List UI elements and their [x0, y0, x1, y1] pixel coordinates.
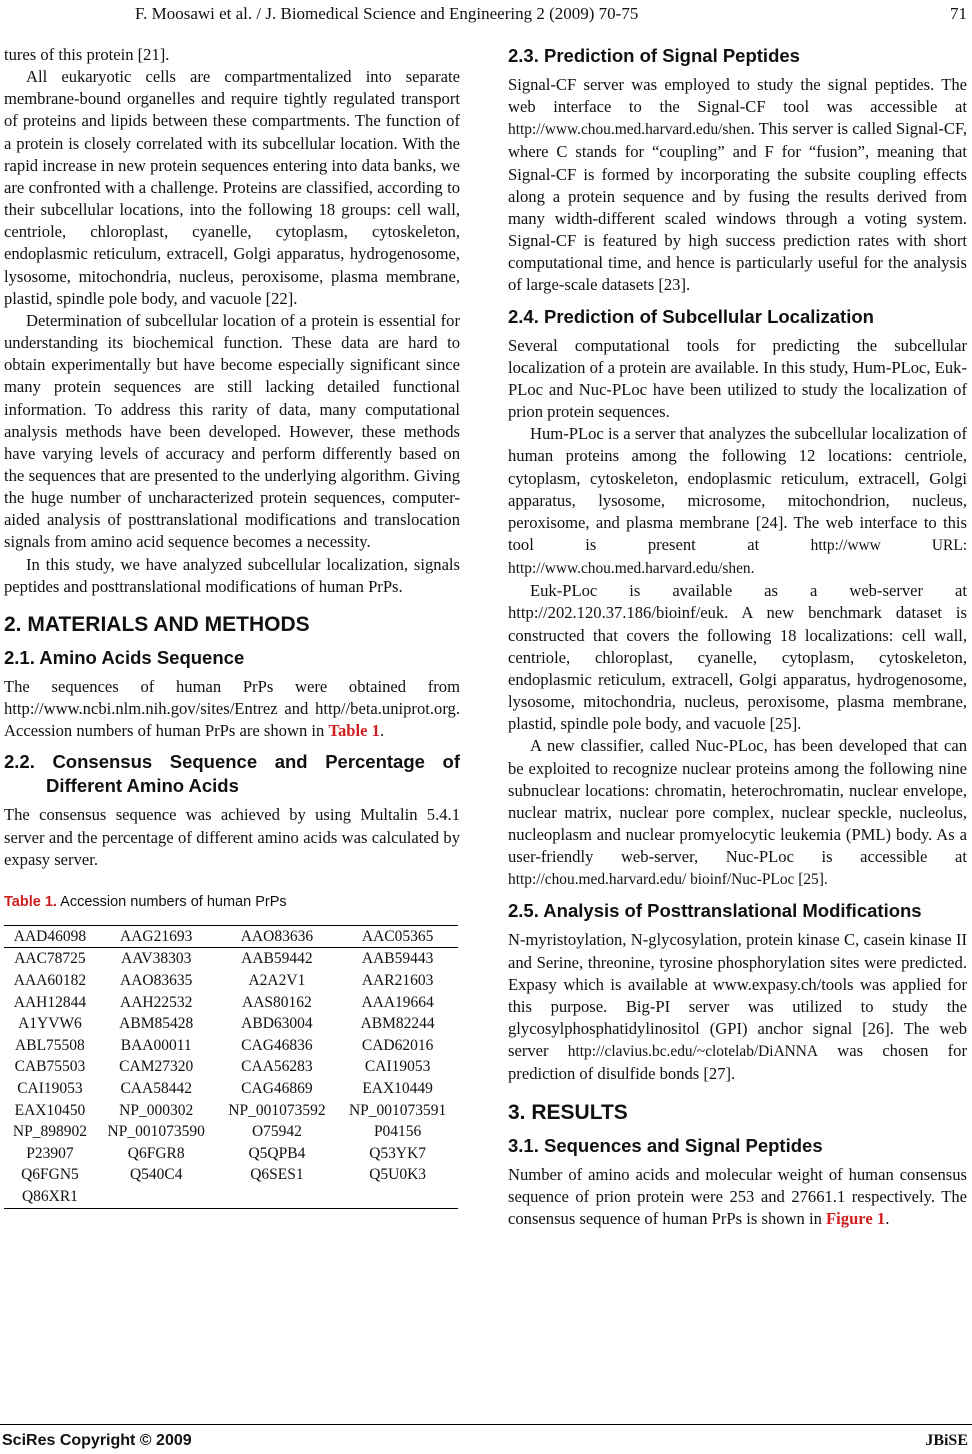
table-cell: EAX10450	[14, 1101, 86, 1119]
table-cell: CAB75503	[14, 1058, 86, 1076]
table-row	[4, 1186, 458, 1208]
table-cell: AAO83635	[120, 972, 193, 990]
table-cell: AAO83636	[240, 927, 314, 945]
paragraph-text: N-myristoylation, N-glycosylation, protein kinase C, casein kinase II and Serine, threonine, tyrosine phosphorylation sites were predicted. Expasy which is available at www.expasy.ch/tools was applied for this purpose. Big-PI server was utilized to study the glycosylphosphatidylinositol (GPI) anchor signal [26]. The web server	[508, 930, 967, 1061]
table-cell: Q6SES1	[250, 1166, 304, 1184]
paragraph: In this study, we have analyzed subcellular localization, signals peptides and posttranslational modifications of human PrPs.	[4, 554, 460, 596]
table-row	[4, 1164, 458, 1186]
table-cell: AAA60182	[13, 972, 87, 990]
table-cell	[96, 1186, 217, 1208]
paragraph: The consensus sequence was achieved by using Multalin 5.4.1 server and the percentage of different amino acids was calculated by expasy server.	[4, 805, 460, 869]
paragraph-text: The sequences of human PrPs were obtained from http://www.ncbi.nlm.nih.gov/sites/Entrez and http//beta.uniprot.org. Accession numbers of human PrPs are shown in	[4, 676, 460, 741]
paragraph: Euk-PLoc is available as a web-server at http://202.120.37.186/bioinf/euk. A new benchmark dataset is constructed that covers the following 18 localizations: cell wall, centriole, chloroplast, cyanelle, cytoplasm, cytoskeleton, endoplasmic reticulum, extracell, Golgi apparatus, hydrogenosome, lysosome, mitochondria, nucleus, peroxisome, plasma membrane, plastid, spindle pole body, and vacuole [25].	[508, 581, 967, 734]
table-1-caption-text: Accession numbers of human PrPs	[56, 893, 287, 910]
table-cell: CAA58442	[120, 1080, 192, 1097]
table-cell: P23907	[26, 1144, 74, 1162]
paragraph	[4, 676, 460, 742]
table-cell: AAH12844	[13, 993, 87, 1011]
running-header	[0, 4, 972, 30]
table-row	[4, 1056, 458, 1078]
table-cell: AAH22532	[120, 993, 193, 1011]
table-cell: AAC78725	[14, 950, 86, 968]
paragraph	[508, 423, 967, 580]
table-cell: AAS80162	[242, 993, 312, 1011]
paragraph-text: was chosen for prediction of disulfide bonds [27].	[508, 1041, 967, 1084]
table-cell: AAA19664	[361, 993, 434, 1011]
table-header-row	[4, 925, 458, 948]
table-cell: AAB59443	[361, 950, 434, 968]
url-link[interactable]: http://chou.med.harvard.edu/ bioinf/Nuc-PLoc [25].	[508, 871, 828, 889]
table-cell: CAA56283	[241, 1058, 313, 1076]
table-body	[4, 948, 458, 1208]
table-cell: AAD46098	[13, 927, 87, 945]
subsection-heading-2-3: 2.3. Prediction of Signal Peptides	[508, 45, 800, 66]
paragraph	[508, 929, 967, 1085]
table-cell: NP_001073591	[348, 1101, 447, 1119]
table-cell: CAI19053	[364, 1058, 431, 1076]
page-footer	[0, 1424, 972, 1453]
paragraph	[508, 1164, 967, 1230]
left-column	[4, 44, 460, 1209]
table-cell: AAG21693	[120, 927, 193, 945]
paragraph-text: . This server is called Signal-CF, where C stands for “coupling” and F for “fusion”, meaning that Signal-CF is formed by incorporating the subsite coupling effects along a protein sequence and by fusing the results derived from many width-different scaled windows through a voting system. Signal-CF is featured by high success prediction rates with short computational time, and hence is particularly useful for the analysis of large-scale datasets [23].	[508, 119, 967, 295]
table-cell: Q5U0K3	[369, 1166, 427, 1184]
table-cell: ABL75508	[15, 1036, 85, 1054]
table-cell: CAG46836	[241, 1036, 313, 1054]
table-cell: Q6FGN5	[21, 1166, 79, 1184]
table-cell: Q5QPB4	[248, 1144, 306, 1162]
url-link[interactable]: http://www URL: http://www.chou.med.harvard.edu/shen.	[508, 536, 967, 578]
table-cell: ABM82244	[360, 1015, 435, 1033]
table-cell: CAG46869	[241, 1080, 313, 1097]
table-cell: CAM27320	[119, 1058, 194, 1076]
table-cell: Q540C4	[129, 1166, 183, 1184]
paragraph: Several computational tools for predicting the subcellular localization of a protein are available. In this study, Hum-PLoc, Euk-PLoc and Nuc-PLoc have been utilized to study the localization of prion protein sequences.	[508, 335, 967, 422]
table-cell: A2A2V1	[248, 972, 306, 990]
table-row	[4, 970, 458, 992]
subsection-heading-2-2: 2.2. Consensus Sequence and Percentage of Different Amino Acids	[4, 751, 460, 797]
table-cell: ABM85428	[119, 1015, 194, 1033]
table-cell: AAR21603	[361, 972, 434, 990]
table-cell: ABD63004	[241, 1015, 313, 1033]
subsection-heading-2-4: 2.4. Prediction of Subcellular Localization	[508, 305, 874, 327]
paragraph-text: .	[379, 721, 385, 741]
right-column	[508, 44, 967, 1230]
paragraph-text: Hum-PLoc is a server that analyzes the subcellular localization of human proteins among the following 12 locations: centriole, cytoplasm, cytoskeleton, endoplasmic reticulum, extracell, Golgi apparatus, lysosome, microsome, mitochondrion, nucleus, peroxisome, and plasma membrane [24]. The web interface to this tool is present at	[508, 424, 967, 554]
table-row	[4, 1100, 458, 1122]
section-heading-results: 3. RESULTS	[508, 1100, 628, 1124]
section-heading-methods: 2. MATERIALS AND METHODS	[4, 612, 310, 636]
paragraph-text: A new classifier, called Nuc-PLoc, has been developed that can be exploited to recognize nuclear proteins among the following nine subnuclear locations: chromatin, heterochromatin, nuclear envelope, nuclear matrix, nuclear pore complex, nuclear speckle, nucleolus, nucleoplasm and nuclear promyelocytic leukemia (PML) body. As a user-friendly web-server, Nuc-PLoc is accessible at	[508, 736, 967, 867]
paragraph: Determination of subcellular location of a protein is essential for understanding its biochemical function. These data are hard to obtain experimentally but have become especially significant since many protein sequences are still lacking detailed functional information. To address this rarity of data, many computational analysis methods have been developed. However, these methods have varying levels of accuracy and perform differently based on the sequences that are presented to the underlying algorithm. Giving the huge number of uncharacterized protein sequences, computer-aided analysis of posttranslational modifications and translocation signals from amino acid sequence becomes a necessity.	[4, 310, 460, 552]
table-cell: AAC05365	[361, 927, 434, 945]
paragraph	[508, 735, 967, 891]
paragraph: All eukaryotic cells are compartmentalized into separate membrane-bound organelles and require tightly regulated transport of proteins and lipids between these compartments. The function of a protein is closely correlated with its subcellular location. With the rapid increase in new protein sequences entering into data banks, we are confronted with a challenge. Proteins are classified, according to their subcellular locations, into the following 18 groups: cell wall, centriole, chloroplast, cyanelle, cytoplasm, cytoskeleton, endoplasmic reticulum, extracell, Golgi apparatus, hydrogenosome, lysosome, mitochondria, nucleus, peroxisome, plasma membrane, plastid, spindle pole body, and vacuole [22].	[4, 67, 460, 308]
table-cell: BAA00011	[120, 1036, 192, 1054]
paragraph-text: .	[885, 1208, 890, 1228]
subsection-heading-2-1: 2.1. Amino Acids Sequence	[4, 646, 245, 668]
table-row	[4, 1143, 458, 1165]
figure-1-reference[interactable]: Figure 1	[826, 1208, 886, 1228]
url-link[interactable]: http://clavius.bc.edu/~clotelab/DiANNA	[567, 1043, 819, 1061]
table-cell: Q86XR1	[21, 1187, 78, 1205]
table-cell: O75942	[251, 1123, 302, 1141]
table-cell: EAX10449	[362, 1080, 433, 1097]
table-cell: CAI19053	[17, 1080, 83, 1097]
paragraph: tures of this protein [21].	[4, 45, 170, 64]
page-number: 71	[950, 4, 967, 23]
table-row	[4, 1035, 458, 1057]
table-cell: Q53YK7	[369, 1144, 427, 1162]
url-link[interactable]: http://www.chou.med.harvard.edu/shen	[508, 121, 751, 139]
footer-journal: JBiSE	[925, 1432, 968, 1449]
table-1-accession-numbers	[4, 925, 458, 1209]
paragraph-text: Signal-CF server was employed to study the signal peptides. The web interface to the Signal-CF tool was accessible at	[508, 75, 967, 117]
table-row	[4, 1013, 458, 1035]
table-cell: NP_001073590	[107, 1123, 205, 1141]
paragraph-text: Number of amino acids and molecular weight of human consensus sequence of prion protein were 253 and 27661.1 respectively. The consensus sequence of human PrPs is shown in	[508, 1164, 967, 1228]
paragraph	[508, 74, 967, 297]
table-cell: AAB59442	[241, 950, 313, 968]
running-title: F. Moosawi et al. / J. Biomedical Science and Engineering 2 (2009) 70-75	[135, 4, 639, 23]
table-cell: NP_001073592	[228, 1101, 326, 1119]
table-cell: NP_898902	[12, 1123, 87, 1141]
table-row	[4, 948, 458, 970]
table-row	[4, 1121, 458, 1143]
footer-copyright: SciRes Copyright © 2009	[2, 1432, 192, 1449]
table-cell: Q6FGR8	[127, 1144, 185, 1162]
table-cell: NP_000302	[119, 1101, 194, 1119]
table-cell: A1YVW6	[18, 1015, 82, 1033]
table-cell: CAD62016	[361, 1036, 434, 1054]
table-cell	[337, 1186, 458, 1208]
table-row	[4, 992, 458, 1014]
table-cell: P04156	[373, 1123, 422, 1141]
table-cell: AAV38303	[121, 950, 192, 968]
subsection-heading-2-5: 2.5. Analysis of Posttranslational Modifications	[508, 900, 922, 922]
table-1-reference[interactable]: Table 1	[328, 721, 380, 741]
table-1-label: Table 1.	[4, 893, 57, 910]
table-cell	[217, 1186, 338, 1208]
table-1-caption	[4, 893, 460, 911]
table-row	[4, 1078, 458, 1100]
subsection-heading-3-1: 3.1. Sequences and Signal Peptides	[508, 1134, 823, 1156]
